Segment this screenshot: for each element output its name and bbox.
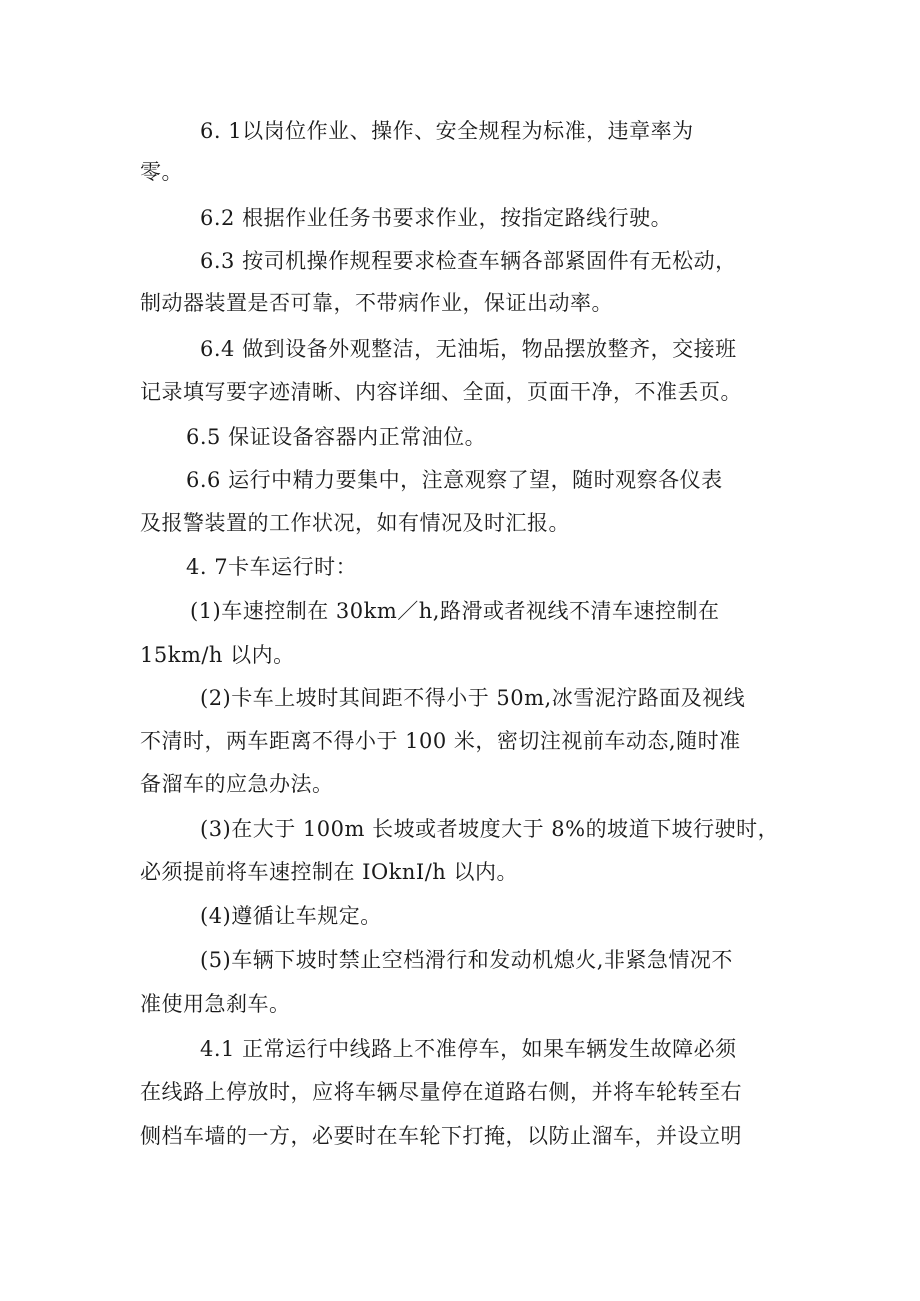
paragraph-6-3-line-2: 制动器装置是否可靠，不带病作业，保证出动率。 xyxy=(140,291,613,315)
item-4-line-1: (4)遵循让车规定。 xyxy=(200,904,382,928)
item-2-line-1: (2)卡车上坡时其间距不得小于 50m,冰雪泥泞路面及视线 xyxy=(200,686,746,710)
paragraph-4-1-line-2: 在线路上停放时，应将车辆尽量停在道路右侧，并将车轮转至右 xyxy=(140,1080,742,1104)
paragraph-6-5-line-1: 6.5 保证设备容器内正常油位。 xyxy=(186,425,487,449)
item-5-line-1: (5)车辆下坡时禁止空档滑行和发动机熄火,非紧急情况不 xyxy=(200,948,733,972)
item-3-line-2: 必须提前将车速控制在 IOknI/h 以内。 xyxy=(140,860,519,884)
paragraph-6-1-line-2: 零。 xyxy=(140,160,183,184)
item-1-line-1: (1)车速控制在 30km／h,路滑或者视线不清车速控制在 xyxy=(190,599,720,623)
paragraph-6-3-line-1: 6.3 按司机操作规程要求检查车辆各部紧固件有无松动， xyxy=(200,249,737,273)
paragraph-6-1-line-1: 6. 1以岗位作业、操作、安全规程为标准，违章率为 xyxy=(200,119,694,143)
item-2-line-2: 不清时，两车距离不得小于 100 米，密切注视前车动态,随时准 xyxy=(140,729,741,753)
item-2-line-3: 备溜车的应急办法。 xyxy=(140,772,334,796)
paragraph-4-7-line-1: 4. 7卡车运行时： xyxy=(186,555,358,579)
paragraph-6-2-line-1: 6.2 根据作业任务书要求作业，按指定路线行驶。 xyxy=(200,206,673,230)
paragraph-6-6-line-1: 6.6 运行中精力要集中，注意观察了望，随时观察各仪表 xyxy=(186,468,723,492)
item-5-line-2: 准使用急刹车。 xyxy=(140,992,291,1016)
item-1-line-2: 15km/h 以内。 xyxy=(140,643,295,667)
paragraph-6-4-line-1: 6.4 做到设备外观整洁，无油垢，物品摆放整齐，交接班 xyxy=(200,337,737,361)
paragraph-4-1-line-1: 4.1 正常运行中线路上不准停车，如果车辆发生故障必须 xyxy=(200,1037,737,1061)
paragraph-4-1-line-3: 侧档车墙的一方，必要时在车轮下打掩，以防止溜车，并设立明 xyxy=(140,1124,742,1148)
paragraph-6-6-line-2: 及报警装置的工作状况，如有情况及时汇报。 xyxy=(140,511,570,535)
paragraph-6-4-line-2: 记录填写要字迹清晰、内容详细、全面，页面干净，不准丢页。 xyxy=(140,380,742,404)
item-3-line-1: (3)在大于 100m 长坡或者坡度大于 8%的坡道下坡行驶时， xyxy=(200,817,780,841)
